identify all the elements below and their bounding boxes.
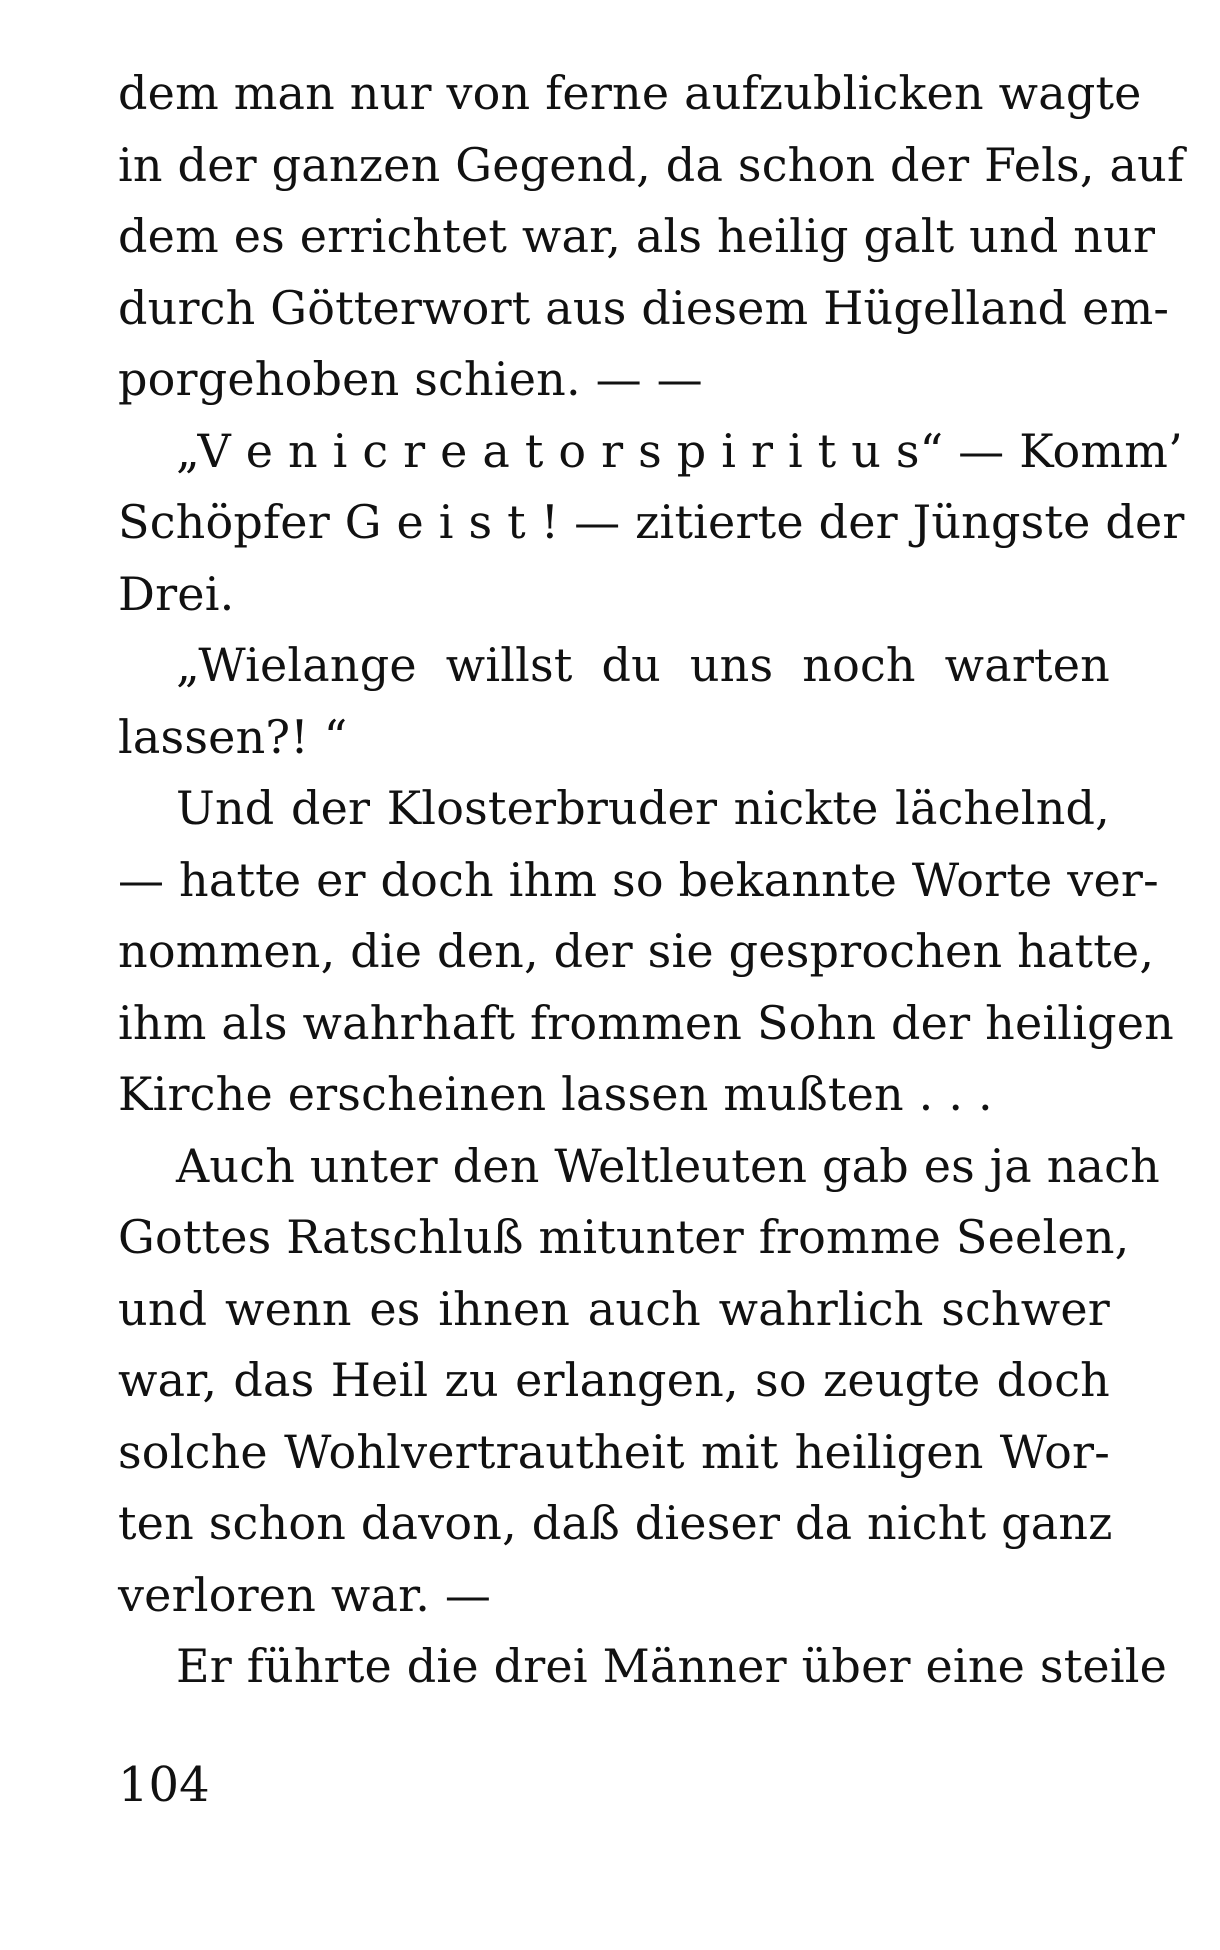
text-line: in der ganzen Gegend, da schon der Fels, auf bbox=[118, 137, 1185, 192]
text-line: Er führte die drei Männer über eine steile bbox=[176, 1639, 1168, 1693]
text-line: solche Wohlvertrautheit mit heiligen Wor- bbox=[118, 1424, 1110, 1479]
page-number: 104 bbox=[118, 1757, 210, 1813]
text-line: Und der Klosterbruder nickte lächelnd, bbox=[176, 781, 1110, 835]
text-line: Kirche erscheinen lassen mußten . . . bbox=[118, 1067, 993, 1121]
text-line: Drei. bbox=[118, 566, 235, 621]
text-line: Auch unter den Weltleuten gab es ja nach bbox=[176, 1138, 1160, 1193]
text-line: verloren war. — bbox=[118, 1567, 492, 1622]
text-line: „V e n i c r e a t o r s p i r i t u s“ — Komm’ bbox=[176, 423, 1183, 478]
text-line: und wenn es ihnen auch wahrlich schwer bbox=[118, 1281, 1110, 1336]
text-line: nommen, die den, der sie gesprochen hatte, bbox=[118, 924, 1155, 978]
text-line: war, das Heil zu erlangen, so zeugte doch bbox=[118, 1353, 1110, 1407]
text-line: Schöpfer G e i s t ! — zitierte der Jüngste der bbox=[118, 495, 1185, 549]
text-line: lassen?! “ bbox=[118, 709, 348, 764]
text-line: ihm als wahrhaft frommen Sohn der heiligen bbox=[118, 995, 1175, 1050]
text-line: „Wielange willst du uns noch warten bbox=[176, 638, 1110, 692]
body-text bbox=[118, 58, 1185, 1703]
text-line: dem es errichtet war, als heilig galt und nur bbox=[118, 209, 1156, 263]
text-line: durch Götterwort aus diesem Hügelland em- bbox=[118, 280, 1170, 335]
text-line: dem man nur von ferne aufzublicken wagte bbox=[118, 66, 1142, 120]
text-line: — hatte er doch ihm so bekannte Worte ver- bbox=[118, 852, 1159, 907]
text-line: porgehoben schien. — — bbox=[118, 352, 703, 406]
text-line: ten schon davon, daß dieser da nicht ganz bbox=[118, 1496, 1113, 1550]
text-line: Gottes Ratschluß mitunter fromme Seelen, bbox=[118, 1210, 1130, 1264]
